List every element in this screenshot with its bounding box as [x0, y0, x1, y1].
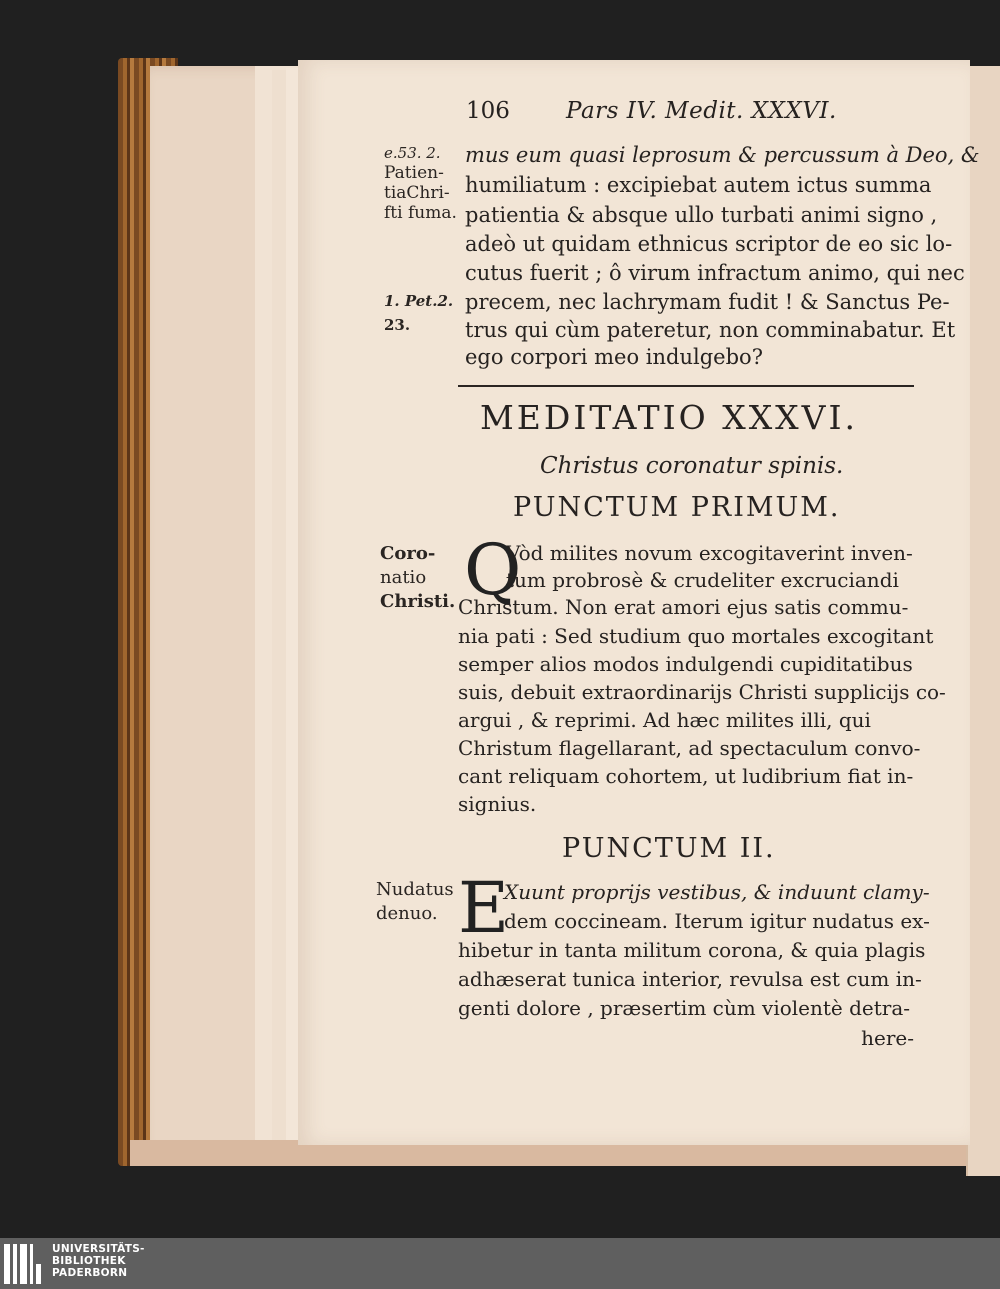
text-line: hibetur in tanta militum corona, & quia plagis — [458, 938, 926, 962]
running-head: Pars IV. Medit. XXXVI. — [566, 98, 837, 124]
text-line: Vòd milites novum excogitaverint inven- — [506, 541, 913, 565]
text-line: ego corpori meo indulgebo? — [465, 345, 763, 369]
text-line: semper alios modos indulgendi cupiditatibus — [458, 652, 913, 676]
section-heading: PUNCTUM PRIMUM. — [513, 492, 841, 523]
book-page — [298, 60, 980, 1145]
text-line: nia pati : Sed studium quo mortales excogitant — [458, 624, 934, 648]
meditation-subtitle: Christus coronatur spinis. — [540, 453, 844, 479]
text-line: trus qui cùm pateretur, non comminabatur. Et — [465, 318, 956, 342]
logo-line: UNIVERSITÄTS- — [52, 1243, 145, 1255]
text-line: precem, nec lachrymam fudit ! & Sanctus Pe- — [465, 290, 950, 314]
text-line: Christum flagellarant, ad spectaculum convo- — [458, 736, 921, 760]
library-logo-text — [52, 1243, 145, 1279]
text-line: mus eum quasi leprosum & percussum à Deo, & — [465, 143, 980, 167]
text-line: dem coccineam. Iterum igitur nudatus ex- — [504, 909, 930, 933]
text-line: cant reliquam cohortem, ut ludibrium fiat in- — [458, 764, 914, 788]
margin-note: 23. — [384, 316, 411, 334]
text-line: Christum. Non erat amori ejus satis commu- — [458, 595, 909, 619]
margin-note: Christi. — [380, 591, 456, 612]
margin-note: fti fuma. — [384, 203, 457, 223]
drop-cap: E — [458, 867, 510, 949]
text-line: Xuunt proprijs vestibus, & induunt clamy- — [504, 880, 930, 904]
section-divider — [458, 385, 914, 387]
library-footer — [0, 1238, 1000, 1289]
facing-page-edge — [966, 66, 1000, 1176]
text-line: cutus fuerit ; ô virum infractum animo, qui nec — [465, 261, 965, 285]
meditation-title: MEDITATIO XXXVI. — [480, 398, 859, 437]
margin-note: tiaChri- — [384, 183, 450, 203]
text-line: patientia & absque ullo turbati animi signo , — [465, 203, 938, 227]
margin-note: natio — [380, 567, 427, 588]
logo-line: BIBLIOTHEK — [52, 1255, 126, 1267]
text-line: genti dolore , præsertim cùm violentè detra- — [458, 996, 911, 1020]
margin-note: 1. Pet.2. — [384, 292, 454, 310]
text-line: adhæserat tunica interior, revulsa est cum in- — [458, 967, 922, 991]
section-heading: PUNCTUM II. — [562, 833, 776, 864]
text-line: argui , & reprimi. Ad hæc milites illi, qui — [458, 708, 871, 732]
margin-note: Coro- — [380, 543, 436, 564]
text-line: humiliatum : excipiebat autem ictus summa — [465, 173, 932, 197]
catchword: here- — [861, 1026, 914, 1050]
margin-note: e.53. 2. — [384, 144, 441, 162]
page-number: 106 — [466, 98, 510, 124]
margin-note: Patien- — [384, 163, 444, 183]
logo-line: PADERBORN — [52, 1267, 128, 1279]
margin-note: Nudatus — [376, 879, 454, 900]
text-line: signius. — [458, 792, 537, 816]
text-line: adeò ut quidam ethnicus scriptor de eo sic lo- — [465, 232, 953, 256]
text-line: tum probrosè & crudeliter excruciandi — [506, 568, 899, 592]
text-line: suis, debuit extraordinarijs Christi supplicijs co- — [458, 680, 946, 704]
margin-note: denuo. — [376, 903, 438, 924]
drop-cap: Q — [464, 529, 522, 611]
library-logo-icon — [4, 1244, 44, 1284]
